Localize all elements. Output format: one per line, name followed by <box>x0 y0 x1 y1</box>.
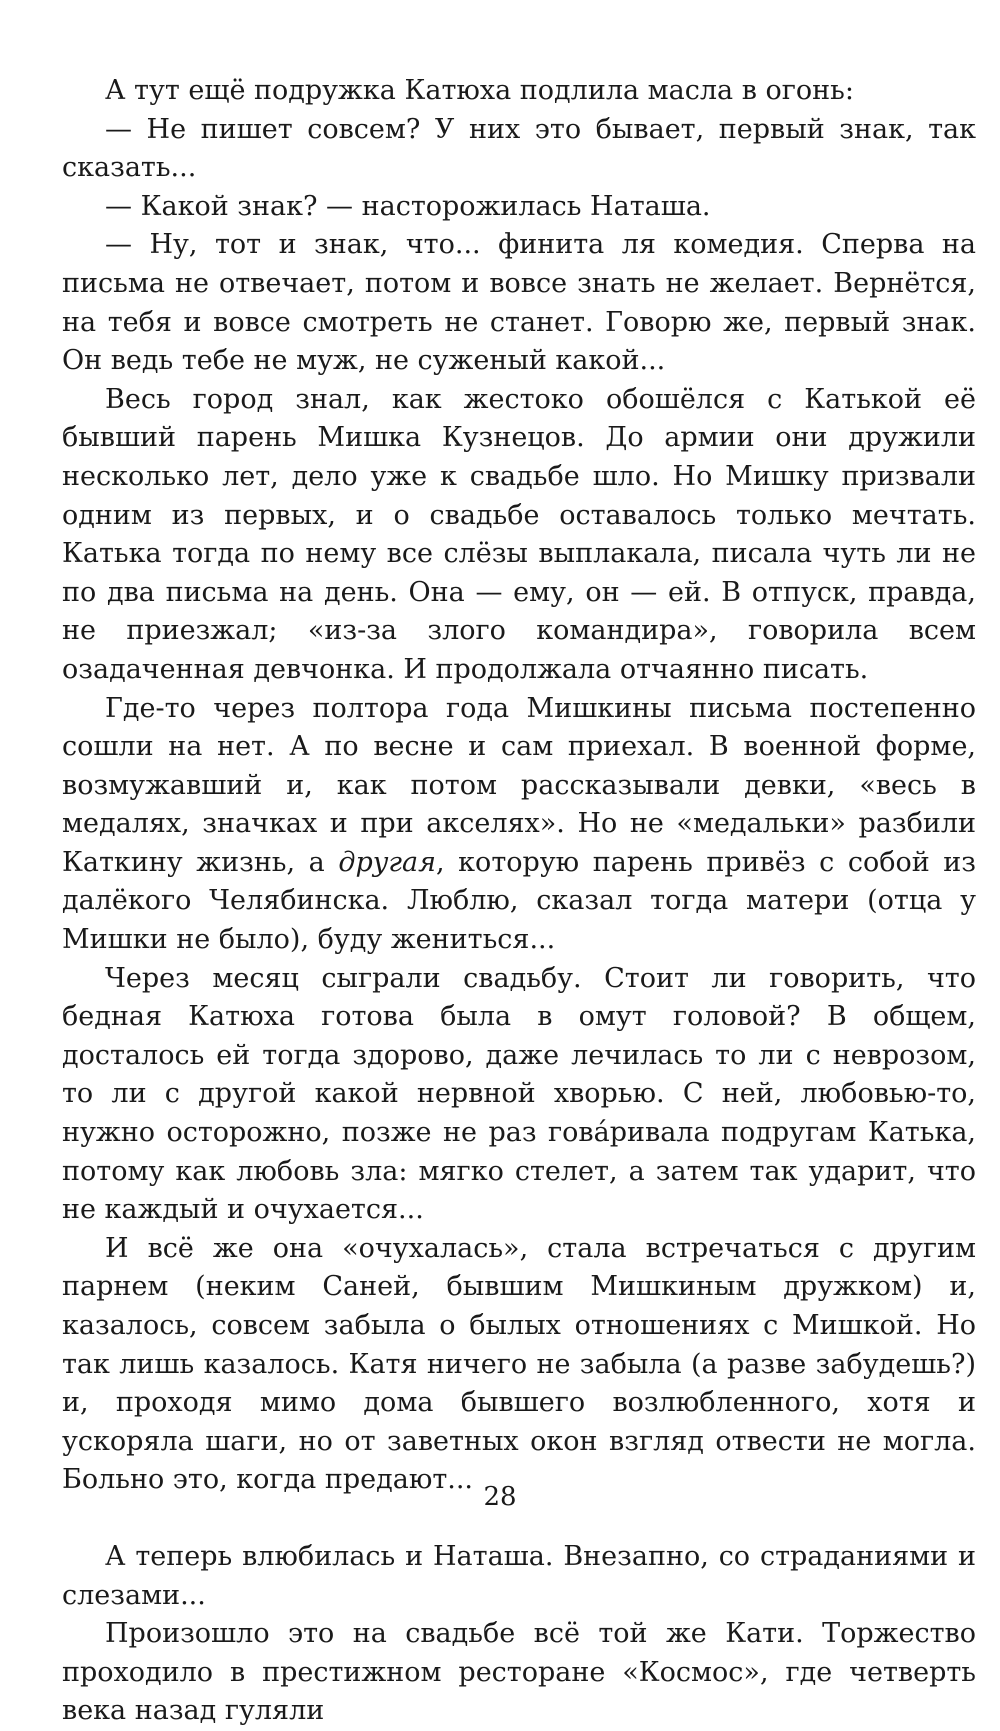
paragraph: И всё же она «очухалась», стала встречаться с другим парнем (неким Саней, бывшим Мишкиным дружком) и, казалось, совсем забыла о былых отношениях с Мишкой. Но так лишь казалось. Катя ничего не забыла (а разве забудешь?) и, проходя мимо дома бывшего возлюбленного, хотя и ускоряла шаги, но от заветных окон взгляд отвести не могла. Больно это, когда предают... <box>62 1232 976 1496</box>
paragraph: А теперь влюбилась и Наташа. Внезапно, со страданиями и слезами... <box>62 1540 976 1611</box>
paragraph-text: , которую парень привёз с собой из далёкого Челябинска. Люблю, сказал тогда матери (отца у Мишки не было), буду жениться... <box>62 846 976 956</box>
paragraph: Через месяц сыграли свадьбу. Стоит ли говорить, что бедная Катюха готова была в омут головой? В общем, досталось ей тогда здорово, даже лечилась то ли с неврозом, то ли с другой какой нервной хворью. С ней, любовью-то, нужно осторожно, позже не раз говáривала подругам Катька, потому как любовь зла: мягко стелет, а затем так ударит, что не каждый и очухается... <box>62 962 976 1226</box>
emphasized-word: другая <box>338 846 437 878</box>
dialogue-line: — Не пишет совсем? У них это бывает, первый знак, так сказать... <box>62 113 976 184</box>
dialogue-line: — Ну, тот и знак, что... финита ля комедия. Сперва на письма не отвечает, потом и вовсе знать не желает. Вернётся, на тебя и вовсе смотреть не станет. Говорю же, первый знак. Он ведь тебе не муж, не суженый какой... <box>62 229 976 377</box>
page-number: 28 <box>483 1482 517 1512</box>
dialogue-line: — Какой знак? — насторожилась Наташа. <box>105 190 711 222</box>
paragraph-text: Где-то через полтора года Мишкины письма постепенно сошли на нет. А по весне и сам приехал. В военной форме, возмужавший и, как потом рассказывали девки, «весь в медалях, значках и при акселях». Но не «медальки» разбили Каткину жизнь, а <box>62 692 976 878</box>
paragraph: А тут ещё подружка Катюха подлила масла в огонь: <box>105 75 854 106</box>
paragraph <box>62 690 976 960</box>
paragraph: Весь город знал, как жестоко обошёлся с Катькой её бывший парень Мишка Кузнецов. До армии они дружили несколько лет, дело уже к свадьбе шло. Но Мишку призвали одним из первых, и о свадьбе оставалось только мечтать. Катька тогда по нему все слёзы выплакала, писала чуть ли не по два письма на день. Она — ему, он — ей. В отпуск, правда, не приезжал; «из-за злого командира», говорила всем озадаченная девчонка. И продолжала отчаянно писать. <box>62 383 976 685</box>
paragraph: Произошло это на свадьбе всё той же Кати. Торжество проходило в престижном ресторане «Космос», где четверть века назад гуляли <box>62 1618 976 1727</box>
